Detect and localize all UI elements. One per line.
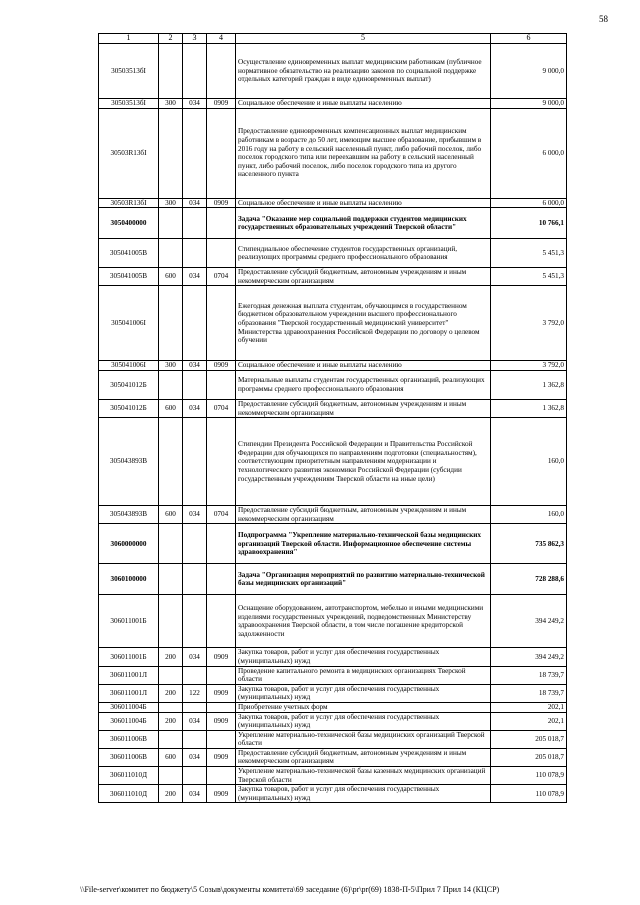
subsection-cell (207, 595, 236, 648)
ministry-cell: 034 (183, 268, 207, 286)
table-row (99, 702, 567, 712)
description-cell: Задача "Организация мероприятий по развитию материально-технической базы медицинских организаций" (236, 564, 491, 595)
section-cell (159, 564, 183, 595)
ministry-cell (183, 370, 207, 399)
header-col-1: 1 (99, 34, 159, 44)
code-cell: 3060000000 (99, 524, 159, 564)
description-cell: Укрепление материально-технической базы казенных медицинских организаций Тверской области (236, 767, 491, 785)
section-cell (159, 767, 183, 785)
ministry-cell: 034 (183, 712, 207, 730)
amount-cell: 9 000,0 (491, 99, 567, 109)
code-cell: 306011001Б (99, 648, 159, 666)
description-cell: Материальные выплаты студентам государственных организаций, реализующих программы среднего профессионального образования (236, 370, 491, 399)
amount-cell: 202,1 (491, 702, 567, 712)
code-cell: 3050400000 (99, 208, 159, 239)
amount-cell: 6 000,0 (491, 198, 567, 208)
subsection-cell: 0909 (207, 785, 236, 803)
section-cell: 600 (159, 506, 183, 524)
amount-cell: 1 362,8 (491, 370, 567, 399)
code-cell: 306011001Л (99, 684, 159, 702)
code-cell: 306011001Б (99, 595, 159, 648)
code-cell: 306011004Б (99, 712, 159, 730)
ministry-cell: 122 (183, 684, 207, 702)
table-row (99, 564, 567, 595)
amount-cell: 18 739,7 (491, 666, 567, 684)
subsection-cell (207, 564, 236, 595)
subsection-cell: 0909 (207, 198, 236, 208)
table-row (99, 99, 567, 109)
subsection-cell (207, 524, 236, 564)
code-cell: 306011010Д (99, 785, 159, 803)
description-cell: Подпрограмма "Укрепление материально-технической базы медицинских организаций Тверской области. Информационное обеспечение системы здравоохранения" (236, 524, 491, 564)
section-cell (159, 702, 183, 712)
table-row (99, 268, 567, 286)
table-row (99, 524, 567, 564)
subsection-cell (207, 666, 236, 684)
ministry-cell (183, 524, 207, 564)
description-cell: Предоставление субсидий бюджетным, автономным учреждениям и иным некоммерческим организациям (236, 748, 491, 766)
description-cell: Социальное обеспечение и иные выплаты населению (236, 99, 491, 109)
ministry-cell (183, 595, 207, 648)
description-cell: Закупка товаров, работ и услуг для обеспечения государственных (муниципальных) нужд (236, 785, 491, 803)
section-cell: 600 (159, 399, 183, 417)
description-cell: Стипендиальное обеспечение студентов государственных организаций, реализующих программы среднего профессионального образования (236, 239, 491, 268)
table-row (99, 198, 567, 208)
section-cell (159, 595, 183, 648)
section-cell: 200 (159, 684, 183, 702)
description-cell: Закупка товаров, работ и услуг для обеспечения государственных (муниципальных) нужд (236, 648, 491, 666)
section-cell (159, 208, 183, 239)
subsection-cell: 0909 (207, 361, 236, 371)
table-row (99, 748, 567, 766)
section-cell (159, 239, 183, 268)
amount-cell: 394 249,2 (491, 648, 567, 666)
amount-cell: 205 018,7 (491, 748, 567, 766)
section-cell (159, 418, 183, 506)
subsection-cell (207, 730, 236, 748)
amount-cell: 3 792,0 (491, 286, 567, 361)
code-cell: 306011010Д (99, 767, 159, 785)
amount-cell: 10 766,1 (491, 208, 567, 239)
subsection-cell: 0909 (207, 648, 236, 666)
header-col-6: 6 (491, 34, 567, 44)
description-cell: Предоставление субсидий бюджетным, автономным учреждениям и иным некоммерческим организациям (236, 268, 491, 286)
description-cell: Социальное обеспечение и иные выплаты населению (236, 198, 491, 208)
amount-cell: 5 451,3 (491, 239, 567, 268)
section-cell: 300 (159, 99, 183, 109)
ministry-cell: 034 (183, 361, 207, 371)
ministry-cell (183, 730, 207, 748)
code-cell: 305043893В (99, 418, 159, 506)
subsection-cell (207, 767, 236, 785)
header-row (99, 34, 567, 44)
amount-cell: 394 249,2 (491, 595, 567, 648)
ministry-cell: 034 (183, 198, 207, 208)
section-cell (159, 44, 183, 99)
amount-cell: 728 288,6 (491, 564, 567, 595)
code-cell: 305041006І (99, 286, 159, 361)
subsection-cell: 0909 (207, 748, 236, 766)
amount-cell: 735 862,3 (491, 524, 567, 564)
table-row (99, 370, 567, 399)
ministry-cell: 034 (183, 399, 207, 417)
table-row (99, 730, 567, 748)
code-cell: 306011004Б (99, 702, 159, 712)
amount-cell: 18 739,7 (491, 684, 567, 702)
code-cell: 30503R13бІ (99, 108, 159, 198)
amount-cell: 160,0 (491, 418, 567, 506)
table-row (99, 286, 567, 361)
code-cell: 305041005В (99, 239, 159, 268)
section-cell (159, 666, 183, 684)
table-row (99, 684, 567, 702)
code-cell: 305041005В (99, 268, 159, 286)
table-row (99, 767, 567, 785)
description-cell: Проведение капитального ремонта в медицинских организациях Тверской области (236, 666, 491, 684)
table-row (99, 239, 567, 268)
ministry-cell (183, 108, 207, 198)
ministry-cell: 034 (183, 648, 207, 666)
section-cell: 600 (159, 748, 183, 766)
table-row (99, 361, 567, 371)
table-row (99, 208, 567, 239)
subsection-cell (207, 702, 236, 712)
amount-cell: 6 000,0 (491, 108, 567, 198)
header-col-3: 3 (183, 34, 207, 44)
description-cell: Приобретение учетных форм (236, 702, 491, 712)
subsection-cell: 0704 (207, 268, 236, 286)
amount-cell: 3 792,0 (491, 361, 567, 371)
amount-cell: 9 000,0 (491, 44, 567, 99)
section-cell: 300 (159, 198, 183, 208)
description-cell: Предоставление субсидий бюджетным, автономным учреждениям и иным некоммерческим организациям (236, 506, 491, 524)
subsection-cell (207, 239, 236, 268)
amount-cell: 110 078,9 (491, 785, 567, 803)
table-row (99, 108, 567, 198)
table-row (99, 785, 567, 803)
ministry-cell (183, 44, 207, 99)
table-row (99, 418, 567, 506)
section-cell: 200 (159, 648, 183, 666)
code-cell: 305041012Б (99, 370, 159, 399)
ministry-cell: 034 (183, 748, 207, 766)
code-cell: 306011001Л (99, 666, 159, 684)
amount-cell: 205 018,7 (491, 730, 567, 748)
ministry-cell: 034 (183, 506, 207, 524)
description-cell: Стипендии Президента Российской Федерации и Правительства Российской Федерации для обучающихся по направлениям подготовки (специальностям), соответствующим приоритетным направлениям модернизации и технологического развития экономики Российской Федерации (субсидии государственным учреждениям Тверской области на иные цели) (236, 418, 491, 506)
description-cell: Предоставление субсидий бюджетным, автономным учреждениям и иным некоммерческим организациям (236, 399, 491, 417)
code-cell: 3060100000 (99, 564, 159, 595)
table-body (99, 44, 567, 803)
subsection-cell: 0909 (207, 99, 236, 109)
description-cell: Укрепление материально-технической базы медицинских организаций Тверской области (236, 730, 491, 748)
code-cell: 305043893В (99, 506, 159, 524)
description-cell: Закупка товаров, работ и услуг для обеспечения государственных (муниципальных) нужд (236, 712, 491, 730)
section-cell: 600 (159, 268, 183, 286)
description-cell: Закупка товаров, работ и услуг для обеспечения государственных (муниципальных) нужд (236, 684, 491, 702)
code-cell: 305041012Б (99, 399, 159, 417)
section-cell: 300 (159, 361, 183, 371)
subsection-cell (207, 44, 236, 99)
table-row (99, 666, 567, 684)
page-number: 58 (599, 14, 608, 24)
code-cell: 306011006В (99, 730, 159, 748)
ministry-cell: 034 (183, 785, 207, 803)
ministry-cell (183, 767, 207, 785)
subsection-cell (207, 108, 236, 198)
subsection-cell (207, 418, 236, 506)
amount-cell: 1 362,8 (491, 399, 567, 417)
section-cell (159, 370, 183, 399)
section-cell (159, 730, 183, 748)
header-col-2: 2 (159, 34, 183, 44)
section-cell (159, 524, 183, 564)
code-cell: 30503R13бІ (99, 198, 159, 208)
header-col-5: 5 (236, 34, 491, 44)
file-path-footer: \\File-server\комитет по бюджету\5 Созыв\документы комитета\69 заседание (6)\pr\pr(69) 1838-П-5\Прил 7 Прил 14 (КЦСР) (80, 885, 500, 894)
description-cell: Социальное обеспечение и иные выплаты населению (236, 361, 491, 371)
ministry-cell (183, 208, 207, 239)
code-cell: 30503513бІ (99, 99, 159, 109)
ministry-cell (183, 564, 207, 595)
code-cell: 30503513бІ (99, 44, 159, 99)
ministry-cell: 034 (183, 99, 207, 109)
section-cell: 200 (159, 785, 183, 803)
description-cell: Задача "Оказание мер социальной поддержки студентов медицинских государственных образовательных учреждений Тверской области" (236, 208, 491, 239)
section-cell (159, 108, 183, 198)
table-row (99, 648, 567, 666)
amount-cell: 5 451,3 (491, 268, 567, 286)
budget-table (98, 33, 567, 803)
subsection-cell (207, 286, 236, 361)
code-cell: 306011006В (99, 748, 159, 766)
section-cell (159, 286, 183, 361)
subsection-cell: 0909 (207, 712, 236, 730)
ministry-cell (183, 702, 207, 712)
description-cell: Предоставление единовременных компенсационных выплат медицинским работникам в возрасте до 50 лет, имеющим высшее образование, прибывшим в 2016 году на работу в сельский населенный пункт, либо рабочий поселок, либо поселок городского типа или переехавшим на работу в сельский населенный пункт, либо рабочий поселок, либо поселок городского типа из другого населенного пункта (236, 108, 491, 198)
ministry-cell (183, 418, 207, 506)
description-cell: Оснащение оборудованием, автотранспортом, мебелью и иными медицинскими изделиями государственных учреждений, подведомственных Министерству здравоохранения Тверской области, в том числе погашение кредиторской задолженности (236, 595, 491, 648)
ministry-cell (183, 666, 207, 684)
subsection-cell: 0704 (207, 506, 236, 524)
subsection-cell: 0909 (207, 684, 236, 702)
amount-cell: 110 078,9 (491, 767, 567, 785)
table-row (99, 399, 567, 417)
description-cell: Ежегодная денежная выплата студентам, обучающимся в государственном бюджетном образовательном учреждении высшего профессионального образования "Тверской государственный медицинский университет" Министерства здравоохранения Российской Федерации по договору о целевом обучении (236, 286, 491, 361)
section-cell: 200 (159, 712, 183, 730)
table-row (99, 506, 567, 524)
description-cell: Осуществление единовременных выплат медицинским работникам (публичное нормативное обязательство на реализацию законов по социальной поддержке отдельных категорий граждан в виде единовременных выплат) (236, 44, 491, 99)
amount-cell: 202,1 (491, 712, 567, 730)
subsection-cell (207, 208, 236, 239)
table-row (99, 712, 567, 730)
ministry-cell (183, 239, 207, 268)
table-row (99, 44, 567, 99)
ministry-cell (183, 286, 207, 361)
header-col-4: 4 (207, 34, 236, 44)
table-row (99, 595, 567, 648)
subsection-cell (207, 370, 236, 399)
amount-cell: 160,0 (491, 506, 567, 524)
subsection-cell: 0704 (207, 399, 236, 417)
code-cell: 305041006І (99, 361, 159, 371)
